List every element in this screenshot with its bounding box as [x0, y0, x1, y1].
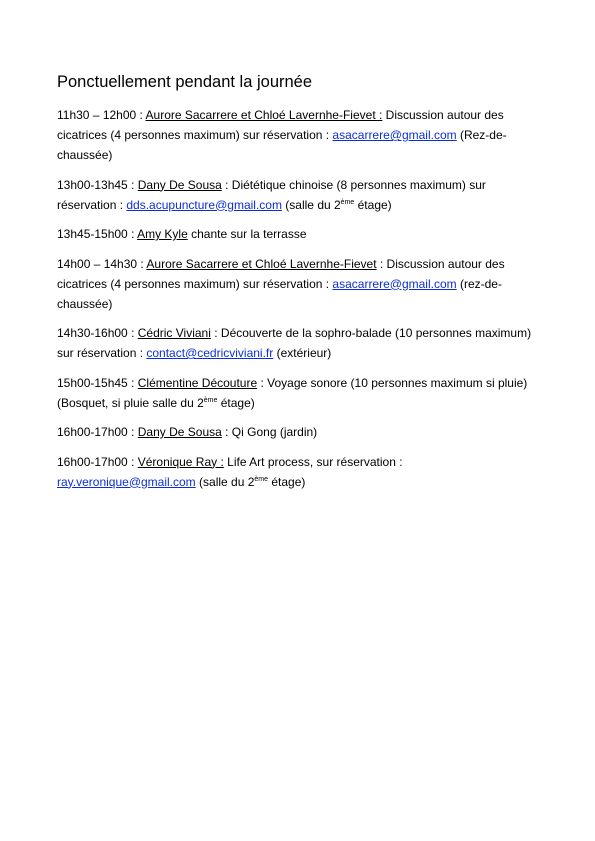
entry-time: 16h00-17h00 : — [57, 454, 138, 469]
ordinal-superscript: ème — [203, 396, 218, 404]
entry-time: 15h00-15h45 : — [57, 375, 138, 390]
email-link[interactable]: dds.acupuncture@gmail.com — [126, 197, 282, 212]
entry-time: 14h30-16h00 : — [57, 326, 138, 340]
schedule-list — [57, 105, 539, 501]
entry-description: : Voyage sonore (10 personnes maximum si pluie) (Bosquet, si pluie salle du 2 — [57, 375, 528, 410]
entry-description: Life Art process, sur réservation : — [223, 454, 403, 469]
schedule-entry — [57, 452, 539, 492]
entry-description: Discussion autour des cicatrices (4 personnes maximum) sur réservation : — [57, 108, 504, 142]
email-link[interactable]: ray.veronique@gmail.com — [57, 474, 196, 489]
entry-location: (Rez-de-chaussée) — [57, 128, 507, 162]
schedule-entry — [57, 373, 539, 413]
entry-speaker: Clémentine Découture — [137, 375, 258, 390]
entry-time: 14h00 – 14h30 : — [57, 256, 147, 271]
entry-description: : Qi Gong (jardin) — [221, 425, 318, 439]
schedule-entry — [57, 105, 539, 165]
entry-speaker: Dany De Sousa — [137, 425, 222, 439]
entry-description: : Discussion autour des cicatrices (4 personnes maximum) sur réservation : — [57, 256, 505, 291]
entry-speaker: Cédric Viviani — [137, 326, 211, 340]
entry-location-end: étage) — [354, 197, 392, 212]
entry-description: : Diététique chinoise (8 personnes maximum) sur réservation : — [57, 177, 486, 212]
entry-location-end: étage) — [217, 395, 255, 410]
entry-location-end: étage) — [268, 474, 306, 489]
entry-speaker: Aurore Sacarrere et Chloé Lavernhe-Fievet : — [145, 108, 383, 122]
entry-description: : Découverte de la sophro-balade (10 personnes maximum) sur réservation : — [57, 326, 532, 360]
schedule-entry — [57, 422, 539, 442]
entry-time: 13h45-15h00 : — [57, 227, 138, 241]
schedule-entry — [57, 175, 539, 215]
email-link[interactable]: contact@cedricviviani.fr — [146, 346, 274, 360]
entry-speaker: Véronique Ray : — [137, 454, 224, 469]
entry-speaker: Amy Kyle — [137, 227, 188, 241]
ordinal-superscript: ème — [340, 198, 355, 206]
entry-time: 11h30 – 12h00 : — [57, 108, 146, 122]
email-link[interactable]: asacarrere@gmail.com — [332, 276, 457, 291]
entry-time: 13h00-13h45 : — [57, 177, 138, 192]
schedule-entry — [57, 224, 539, 244]
entry-time: 16h00-17h00 : — [57, 425, 138, 439]
entry-location: (salle du 2 — [281, 197, 341, 212]
schedule-entry — [57, 323, 539, 363]
ordinal-superscript: ème — [254, 475, 269, 483]
entry-location: (salle du 2 — [195, 474, 255, 489]
schedule-entry — [57, 254, 539, 314]
email-link[interactable]: asacarrere@gmail.com — [332, 128, 457, 142]
entry-location: (rez-de-chaussée) — [57, 276, 502, 311]
entry-speaker: Aurore Sacarrere et Chloé Lavernhe-Fievet — [146, 256, 377, 271]
entry-location: (extérieur) — [273, 346, 332, 360]
entry-description: chante sur la terrasse — [187, 227, 307, 241]
entry-speaker: Dany De Sousa — [137, 177, 222, 192]
section-heading: Ponctuellement pendant la journée — [57, 73, 313, 91]
